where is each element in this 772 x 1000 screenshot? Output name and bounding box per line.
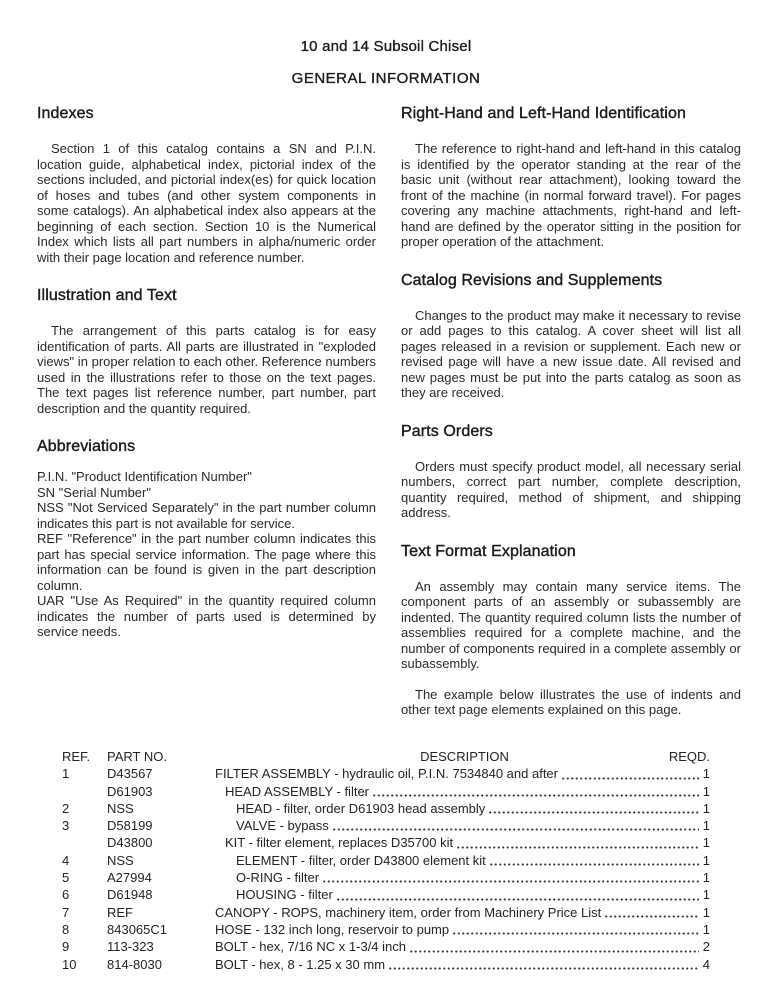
abbreviation-pin: P.I.N. "Product Identification Number" (37, 469, 252, 484)
qty-cell: 1 (702, 852, 710, 868)
ref-cell: 8 (62, 921, 70, 937)
description-cell: KIT - filter element, replaces D35700 kit (225, 835, 454, 851)
part-no-cell: 814-8030 (107, 956, 162, 972)
table-row (60, 852, 712, 869)
table-row (60, 869, 712, 886)
description-cell: FILTER ASSEMBLY - hydraulic oil, P.I.N. 7534840 and after (215, 766, 558, 782)
dotted-leader (604, 915, 699, 918)
column-header-description: DESCRIPTION (420, 749, 509, 764)
qty-cell: 1 (702, 800, 710, 816)
paragraph-text-format-2: The example below illustrates the use of indents and other text page elements explained on this page. (401, 686, 741, 717)
description-cell: CANOPY - ROPS, machinery item, order from Machinery Price List (215, 904, 602, 920)
table-row (60, 834, 712, 851)
dotted-leader (488, 811, 699, 814)
table-row (60, 783, 712, 800)
heading-rh-lh-identification: Right-Hand and Left-Hand Identification (401, 105, 686, 122)
qty-cell: 1 (702, 766, 710, 782)
column-header-part-no: PART NO. (107, 749, 167, 764)
qty-cell: 1 (702, 887, 710, 903)
dotted-leader (489, 863, 699, 866)
qty-cell: 1 (702, 921, 710, 937)
table-row (60, 956, 712, 973)
table-row (60, 886, 712, 903)
table-row (60, 765, 712, 782)
table-row (60, 904, 712, 921)
right-column (401, 104, 741, 718)
part-no-cell: D43800 (107, 835, 153, 851)
abbreviation-ref: REF "Reference" in the part number column indicates this part has special service information. The page where this information can be found is given in the part description column. (37, 531, 376, 593)
qty-cell: 4 (702, 956, 710, 972)
qty-cell: 1 (702, 870, 710, 886)
dotted-leader (388, 967, 699, 970)
description-cell: HOSE - 132 inch long, reservoir to pump (215, 921, 450, 937)
heading-abbreviations: Abbreviations (37, 438, 136, 455)
qty-cell: 1 (702, 835, 710, 851)
part-no-cell: NSS (107, 852, 134, 868)
part-no-cell: REF (107, 904, 133, 920)
qty-cell: 1 (702, 904, 710, 920)
description-cell: HEAD - filter, order D61903 head assembly (236, 800, 486, 816)
part-no-cell: D61948 (107, 887, 153, 903)
dotted-leader (409, 950, 699, 953)
paragraph-text-format-1: An assembly may contain many service items. The component parts of an assembly or subassembly are indented. The quantity required column lists the number of assemblies required for a complete machine, and the number of components required in a complete assembly or subassembly. (401, 578, 741, 671)
ref-cell: 6 (62, 887, 70, 903)
dotted-leader (322, 880, 699, 883)
dotted-leader (456, 846, 699, 849)
qty-cell: 2 (702, 939, 710, 955)
heading-parts-orders: Parts Orders (401, 422, 493, 440)
paragraph-illustration-and-text: The arrangement of this parts catalog is for easy identification of parts. All parts are illustrated in "exploded views" in proper relation to each other. Reference numbers used in the illustrations refer to those on the text pages. The text pages list reference number, part number, part description and the quantity required. (37, 323, 376, 416)
description-cell: HEAD ASSEMBLY - filter (225, 783, 370, 799)
ref-cell: 9 (62, 939, 70, 955)
part-no-cell: 843065C1 (107, 921, 167, 937)
description-cell: BOLT - hex, 8 - 1.25 x 30 mm (215, 956, 386, 972)
dotted-leader (332, 828, 699, 831)
qty-cell: 1 (702, 783, 710, 799)
column-header-ref: REF. (62, 749, 91, 764)
dotted-leader (561, 777, 699, 780)
dotted-leader (336, 898, 699, 901)
part-no-cell: NSS (107, 800, 134, 816)
column-header-reqd: REQD. (668, 749, 710, 764)
table-row (60, 921, 712, 938)
description-cell: HOUSING - filter (236, 887, 333, 903)
dotted-leader (372, 794, 699, 797)
heading-text-format-explanation: Text Format Explanation (401, 542, 576, 560)
left-column (37, 104, 376, 640)
abbreviation-nss: NSS "Not Serviced Separately" in the part number column indicates this part is not available for service. (37, 500, 376, 531)
ref-cell: 4 (62, 852, 70, 868)
ref-cell: 3 (62, 818, 70, 834)
part-no-cell: 113-323 (107, 939, 154, 955)
table-row (60, 938, 712, 955)
table-row (60, 817, 712, 834)
parts-table (60, 748, 712, 973)
heading-catalog-revisions: Catalog Revisions and Supplements (401, 271, 663, 289)
ref-cell (60, 783, 107, 800)
paragraph-indexes: Section 1 of this catalog contains a SN and P.I.N. location guide, alphabetical index, pictorial index of the sections included, and pictorial index(es) for quick location of hoses and tubes (and other system components in some catalogs). An alphabetical index also appears at the beginning of each section. Section 10 is the Numerical Index which lists all part numbers in alpha/numeric order with their page location and reference number. (37, 141, 376, 265)
ref-cell: 7 (62, 904, 70, 920)
table-row (60, 800, 712, 817)
description-cell: ELEMENT - filter, order D43800 element kit (236, 852, 486, 868)
part-no-cell: D43567 (107, 766, 153, 782)
description-cell: O-RING - filter (236, 870, 320, 886)
part-no-cell: D61903 (107, 783, 153, 799)
heading-illustration-and-text: Illustration and Text (37, 287, 177, 304)
page-title: 10 and 14 Subsoil Chisel (300, 38, 472, 55)
ref-cell: 10 (62, 956, 77, 972)
parts-table-header (60, 748, 712, 765)
abbreviation-sn: SN "Serial Number" (37, 484, 151, 500)
description-cell: VALVE - bypass (236, 818, 329, 834)
abbreviation-uar: UAR "Use As Required" in the quantity required column indicates the number of parts used is determined by service needs. (37, 593, 376, 639)
ref-cell: 2 (62, 800, 70, 816)
part-no-cell: D58199 (107, 818, 153, 834)
heading-indexes: Indexes (37, 105, 94, 122)
ref-cell: 5 (62, 870, 70, 886)
description-cell: BOLT - hex, 7/16 NC x 1-3/4 inch (215, 939, 406, 955)
paragraph-parts-orders: Orders must specify product model, all necessary serial numbers, correct part number, complete description, quantity required, method of shipment, and shipping address. (401, 458, 741, 520)
page-subtitle: GENERAL INFORMATION (291, 70, 481, 87)
paragraph-rh-lh-identification: The reference to right-hand and left-hand in this catalog is identified by the operator standing at the rear of the basic unit (without rear attachment), looking toward the front of the machine (in normal forward travel). For pages covering any machine attachments, right-hand and left-hand are defined by the operator sitting in the position for proper operation of the attachment. (401, 141, 741, 249)
dotted-leader (452, 932, 699, 935)
paragraph-catalog-revisions: Changes to the product may make it necessary to revise or add pages to this catalog. A cover sheet will list all pages released in a revision or supplement. Each new or revised page will have a new issue date. All revised and new pages must be put into the parts catalog as soon as they are received. (401, 307, 741, 400)
part-no-cell: A27994 (107, 870, 152, 886)
qty-cell: 1 (702, 818, 710, 834)
ref-cell: 1 (62, 766, 70, 782)
ref-cell (60, 834, 107, 851)
